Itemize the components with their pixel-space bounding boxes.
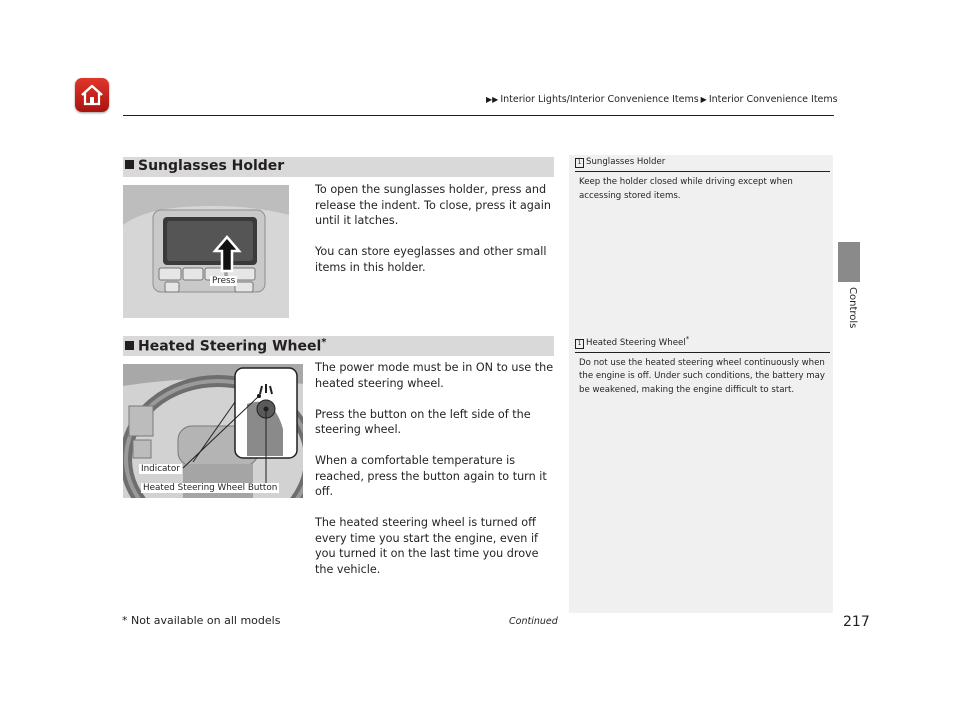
home-button[interactable]: [75, 78, 109, 112]
continued-label: Continued: [509, 616, 558, 627]
page-number: 217: [843, 614, 870, 630]
breadcrumb-link-1[interactable]: Interior Lights/Interior Convenience Items: [500, 94, 699, 105]
heated-steering-wheel-image: [123, 364, 303, 498]
steering-wheel-illustration: [123, 364, 303, 498]
note-title: 1 Heated Steering Wheel*: [575, 335, 830, 349]
note-heated-wheel: [575, 335, 830, 397]
note-text: Keep the holder closed while driving except when accessing stored items.: [579, 177, 793, 201]
indicator-label: Indicator: [141, 464, 180, 474]
paragraph: To open the sunglasses holder, press and release the indent. To close, press it again until it latches.: [315, 183, 551, 227]
paragraph: When a comfortable temperature is reached, press the button again to turn it off.: [315, 454, 547, 498]
overhead-console-illustration: [123, 185, 289, 318]
section-title-sunglasses: Sunglasses Holder: [125, 158, 284, 174]
side-tab-marker[interactable]: [838, 242, 860, 282]
section-square-icon: [125, 160, 134, 169]
breadcrumb: [484, 94, 838, 105]
note-rule: [575, 171, 830, 172]
paragraph: The heated steering wheel is turned off every time you start the engine, even if you turned it on the last time you drove the vehicle.: [315, 516, 539, 576]
heated-wheel-body: [315, 360, 555, 577]
press-label: Press: [212, 276, 236, 286]
paragraph: The power mode must be in ON to use the heated steering wheel.: [315, 361, 554, 390]
note-ref-icon: 1: [575, 158, 584, 168]
note-text: Do not use the heated steering wheel continuously when the engine is off. Under such conditions, the battery may be weakened, making the engine difficult to start.: [579, 357, 826, 395]
heated-wheel-button-label: Heated Steering Wheel Button: [143, 483, 278, 493]
sunglasses-body: [315, 182, 555, 275]
note-sunglasses: [575, 157, 830, 203]
side-tab-label: Controls: [847, 287, 858, 329]
section-title-heated-wheel: Heated Steering Wheel*: [125, 337, 327, 355]
note-rule: [575, 352, 830, 353]
section-square-icon: [125, 341, 134, 350]
header-rule: [123, 115, 834, 116]
paragraph: Press the button on the left side of the steering wheel.: [315, 407, 531, 436]
note-title: 1 Sunglasses Holder: [575, 157, 830, 168]
paragraph: You can store eyeglasses and other small items in this holder.: [315, 245, 547, 274]
breadcrumb-link-2[interactable]: Interior Convenience Items: [708, 94, 838, 105]
note-ref-icon: 1: [575, 339, 584, 349]
breadcrumb-arrow-icon: ▶▶: [486, 95, 499, 104]
breadcrumb-arrow-icon: ▶: [700, 95, 707, 104]
home-icon: [75, 78, 109, 112]
footnote: * Not available on all models: [122, 614, 281, 627]
sunglasses-holder-image: [123, 185, 289, 318]
